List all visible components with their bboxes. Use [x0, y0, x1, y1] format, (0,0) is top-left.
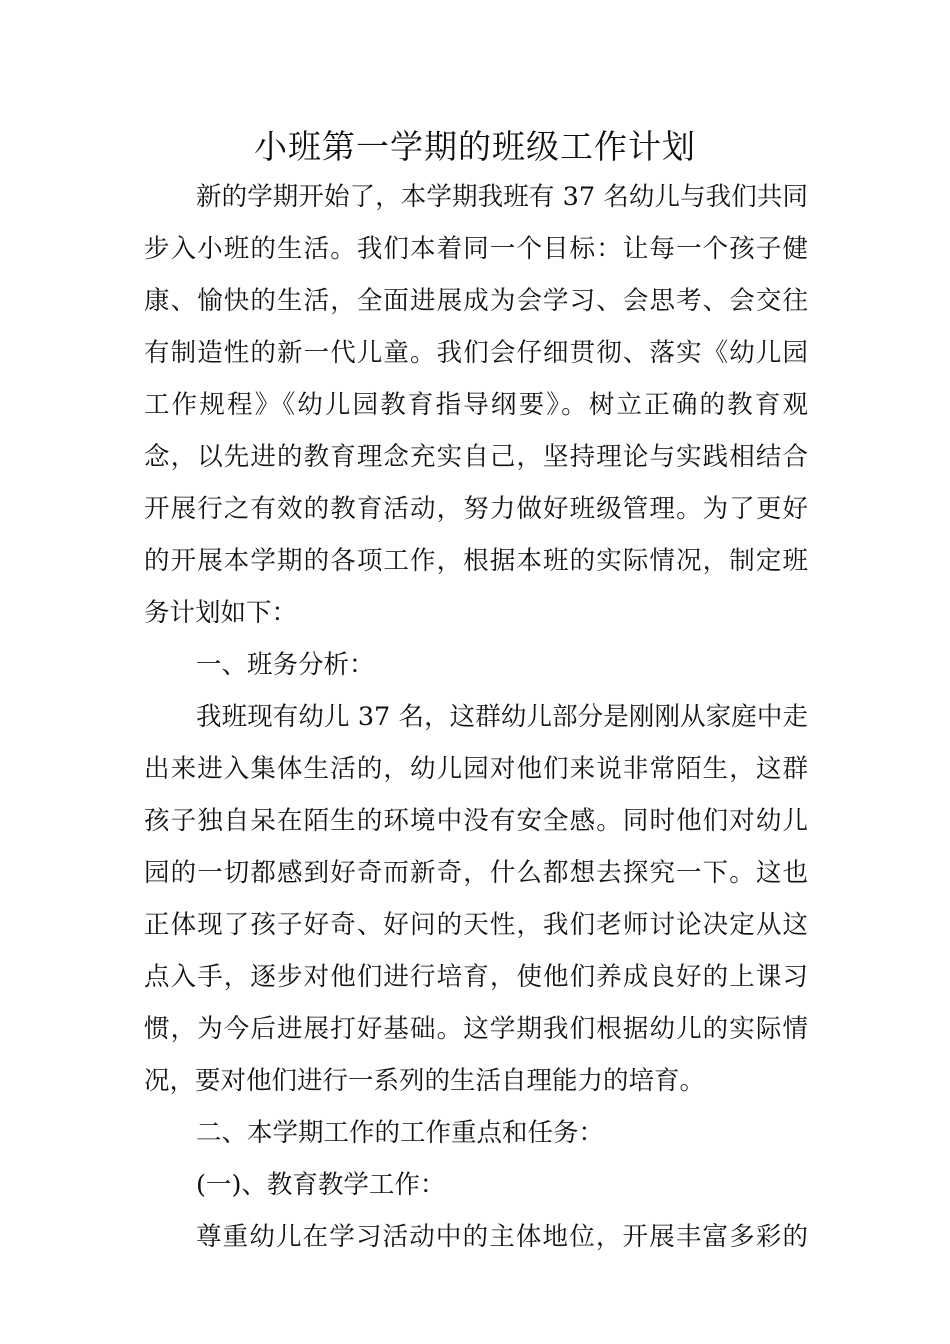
- section-heading: 一、班务分析：: [196, 650, 375, 680]
- paragraph-line: 工作规程》《幼儿园教育指导纲要》。树立正确的教育观: [144, 390, 808, 420]
- section-heading: 二、本学期工作的工作重点和任务：: [196, 1118, 605, 1148]
- paragraph-line: 康、愉快的生活，全面进展成为会学习、会思考、会交往: [144, 286, 808, 316]
- paragraph-line: 出来进入集体生活的，幼儿园对他们来说非常陌生，这群: [144, 754, 808, 784]
- paragraph-line: 正体现了孩子好奇、好问的天性，我们老师讨论决定从这: [144, 910, 808, 940]
- paragraph-line: 尊重幼儿在学习活动中的主体地位，开展丰富多彩的: [196, 1222, 808, 1252]
- paragraph-line: 我班现有幼儿 37 名，这群幼儿部分是刚刚从家庭中走: [196, 702, 808, 732]
- paragraph-line: 点入手，逐步对他们进行培育，使他们养成良好的上课习: [144, 962, 808, 992]
- paragraph-line: 开展行之有效的教育活动，努力做好班级管理。为了更好: [144, 494, 808, 524]
- paragraph-line: 步入小班的生活。我们本着同一个目标：让每一个孩子健: [144, 234, 808, 264]
- paragraph-line: 新的学期开始了，本学期我班有 37 名幼儿与我们共同: [196, 182, 808, 212]
- paragraph-line: 孩子独自呆在陌生的环境中没有安全感。同时他们对幼儿: [144, 806, 808, 836]
- paragraph-line: 念，以先进的教育理念充实自己，坚持理论与实践相结合: [144, 442, 808, 472]
- paragraph-line: 的开展本学期的各项工作，根据本班的实际情况，制定班: [144, 546, 808, 576]
- document-title: 小班第一学期的班级工作计划: [254, 127, 696, 166]
- paragraph-line: 惯，为今后进展打好基础。这学期我们根据幼儿的实际情: [144, 1014, 808, 1044]
- paragraph-line: 有制造性的新一代儿童。我们会仔细贯彻、落实《幼儿园: [144, 338, 808, 368]
- subsection-heading: (一)、教育教学工作：: [196, 1170, 446, 1200]
- paragraph-line: 务计划如下：: [144, 598, 298, 628]
- paragraph-line: 园的一切都感到好奇而新奇，什么都想去探究一下。这也: [144, 858, 808, 888]
- paragraph-line: 况，要对他们进行一系列的生活自理能力的培育。: [144, 1066, 706, 1096]
